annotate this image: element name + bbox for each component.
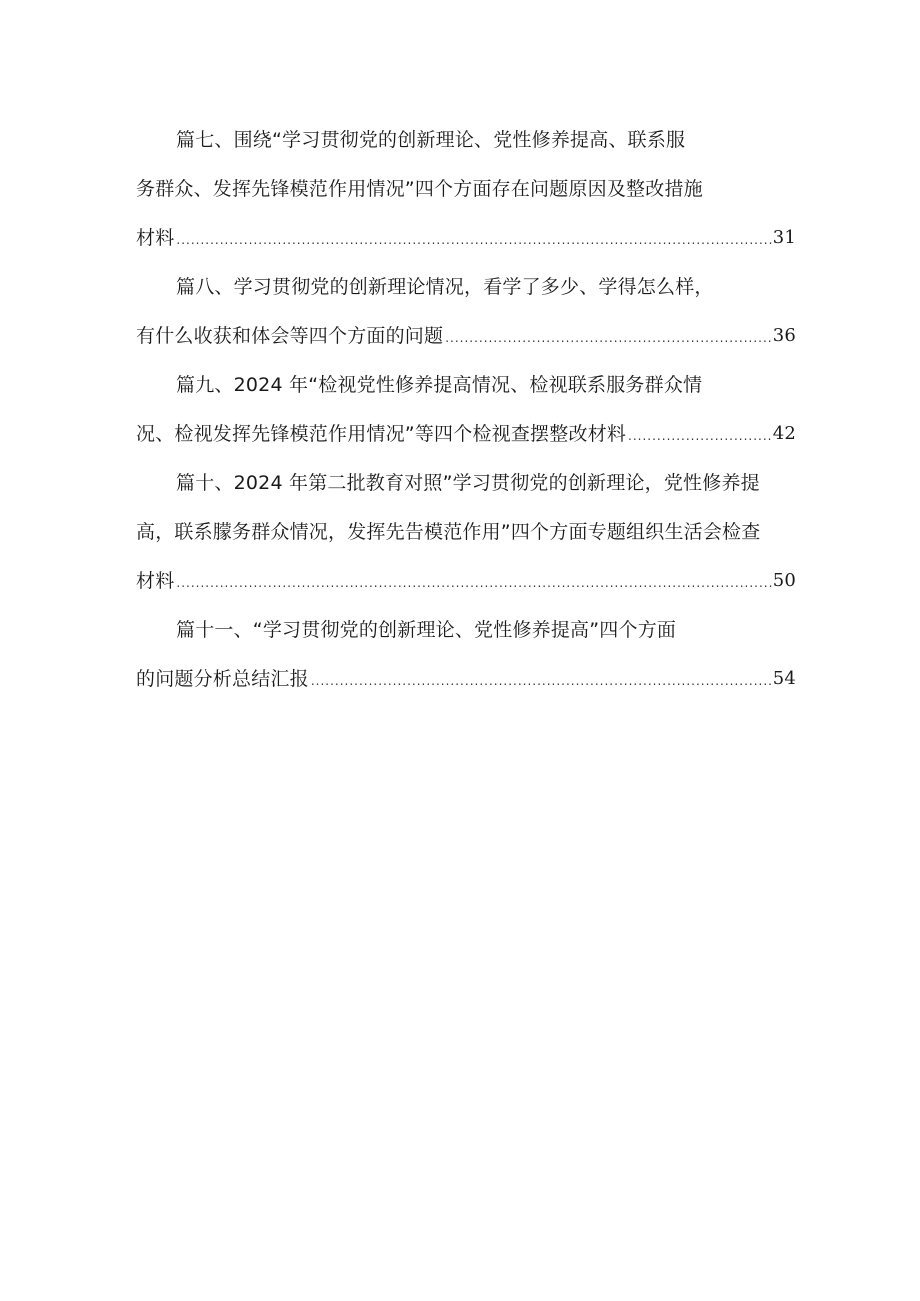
toc-entry-text: 材料 <box>136 570 175 592</box>
toc-entry-10[interactable] <box>136 471 796 593</box>
dot-leader <box>176 233 771 247</box>
page-number: 42 <box>772 423 796 444</box>
toc-entry-last-line <box>136 422 796 446</box>
toc-entry-text: 的问题分析总结汇报 <box>136 668 309 690</box>
toc-entry-7[interactable] <box>136 128 796 250</box>
toc-entry-8[interactable] <box>136 275 796 348</box>
dot-leader <box>311 674 772 688</box>
page-number: 54 <box>772 668 796 689</box>
dot-leader <box>176 576 771 590</box>
toc-entry-text: 务群众、发挥先锋模范作用情况”四个方面存在问题原因及整改措施 <box>136 178 703 200</box>
toc-entry-last-line <box>136 569 796 593</box>
page-number: 50 <box>772 570 796 591</box>
toc-entry-last-line <box>136 226 796 250</box>
toc-entry-text: 材料 <box>136 227 175 249</box>
toc-entry-text: 篇九、2024 年“检视党性修养提高情况、检视联系服务群众情 <box>176 374 703 396</box>
dot-leader <box>445 331 771 345</box>
dot-leader <box>628 429 772 443</box>
toc-entry-text: 篇七、围绕“学习贯彻党的创新理论、党性修养提高、联系服 <box>176 129 686 151</box>
toc-entry-11[interactable] <box>136 618 796 691</box>
toc-entry-text: 高，联系朦务群众情况，发挥先告模范作用”四个方面专题组织生活会检查 <box>136 521 761 543</box>
toc-entry-text: 篇八、学习贯彻党的创新理论情况，看学了多少、学得怎么样， <box>176 276 714 298</box>
table-of-contents <box>136 128 796 716</box>
toc-entry-text: 况、检视发挥先锋模范作用情况”等四个检视查摆整改材料 <box>136 423 627 445</box>
toc-entry-last-line <box>136 324 796 348</box>
toc-entry-text: 篇十一、“学习贯彻党的创新理论、党性修养提高”四个方面 <box>176 619 677 641</box>
page-number: 36 <box>772 325 796 346</box>
toc-entry-last-line <box>136 667 796 691</box>
page-number: 31 <box>772 227 796 248</box>
toc-entry-text: 篇十、2024 年第二批教育对照”学习贯彻党的创新理论，党性修养提 <box>176 472 760 494</box>
toc-entry-9[interactable] <box>136 373 796 446</box>
toc-entry-text: 有什么收获和体会等四个方面的问题 <box>136 325 444 347</box>
